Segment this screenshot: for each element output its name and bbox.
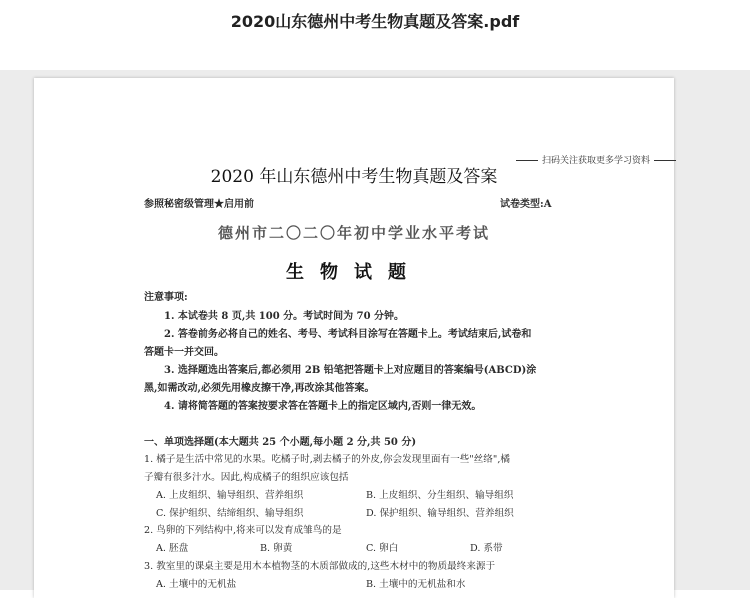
- promo-dash-left: [516, 160, 538, 161]
- note-line-6: 4. 请将简答题的答案按要求答在答题卡上的指定区域内,否则一律无效。: [164, 401, 482, 412]
- q1-option-a: A. 上皮组织、输导组织、营养组织: [156, 490, 304, 501]
- q3-option-b: B. 土壤中的无机盐和水: [366, 579, 466, 590]
- promo-dash-right: [654, 160, 676, 161]
- section-heading: 一、单项选择题(本大题共 25 个小题,每小题 2 分,共 50 分): [144, 437, 417, 448]
- subject-title: 生物试题: [286, 262, 422, 283]
- q1-option-d: D. 保护组织、输导组织、营养组织: [366, 508, 514, 519]
- secret-level: 参照秘密级管理★启用前: [144, 199, 254, 210]
- q2-option-b: B. 卵黄: [260, 543, 293, 554]
- q3-stem: 3. 教室里的课桌主要是用木本植物茎的木质部做成的,这些木材中的物质最终来源于: [144, 561, 496, 572]
- q2-option-a: A. 胚盘: [156, 543, 189, 554]
- note-line-2: 2. 答卷前务必将自己的姓名、考号、考试科目涂写在答题卡上。考试结束后,试卷和: [164, 329, 532, 340]
- note-line-4: 3. 选择题选出答案后,都必须用 2B 铅笔把答题卡上对应题目的答案编号(ABCD)涂: [164, 365, 537, 376]
- note-line-1: 1. 本试卷共 8 页,共 100 分。考试时间为 70 分钟。: [164, 311, 405, 322]
- q1-stem-line-1: 1. 橘子是生活中常见的水果。吃橘子时,剥去橘子的外皮,你会发现里面有一些"丝络",橘: [144, 454, 510, 465]
- main-title: 2020 年山东德州中考生物真题及答案: [210, 167, 498, 187]
- q2-option-c: C. 卵白: [366, 543, 399, 554]
- paper-type: 试卷类型:A: [500, 199, 552, 210]
- q1-option-c: C. 保护组织、结缔组织、输导组织: [156, 508, 304, 519]
- notes-heading: 注意事项:: [144, 292, 188, 303]
- note-line-5: 黑,如需改动,必须先用橡皮擦干净,再改涂其他答案。: [144, 383, 375, 394]
- q1-stem-line-2: 子瓣有很多汁水。因此,构成橘子的组织应该包括: [144, 472, 349, 483]
- q1-option-b: B. 上皮组织、分生组织、输导组织: [366, 490, 514, 501]
- exam-name: 德州市二〇二〇年初中学业水平考试: [217, 224, 490, 242]
- promo-text: 扫码关注获取更多学习资料: [542, 156, 651, 166]
- q3-option-a: A. 土壤中的无机盐: [156, 579, 237, 590]
- note-line-3: 答题卡一并交回。: [144, 347, 224, 358]
- q2-option-d: D. 系带: [470, 543, 503, 554]
- file-title-bar: [0, 0, 750, 70]
- file-title: 2020山东德州中考生物真题及答案.pdf: [230, 12, 520, 31]
- pdf-page: [34, 78, 674, 598]
- q2-stem: 2. 鸟卵的下列结构中,将来可以发育成雏鸟的是: [144, 525, 342, 536]
